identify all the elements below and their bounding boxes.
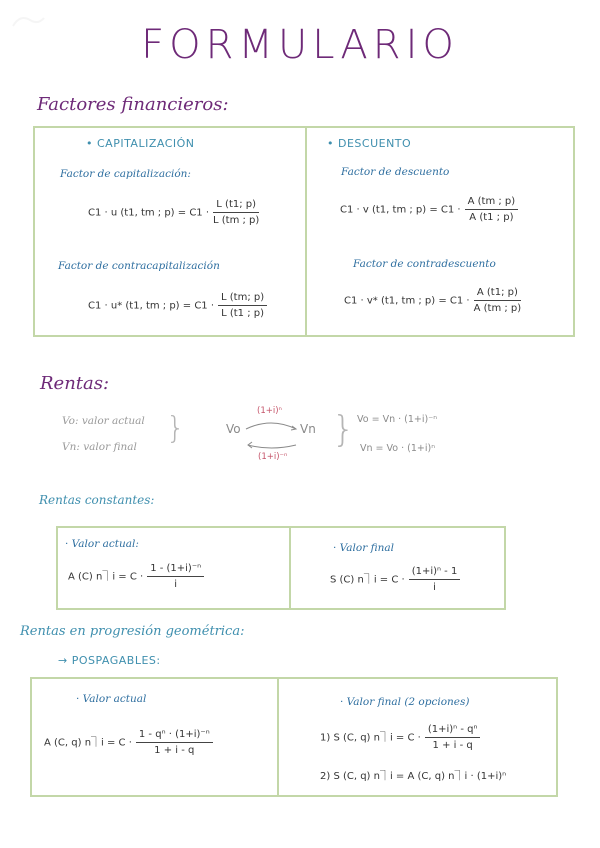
- geometrica-final-label: · Valor final (2 opciones): [340, 696, 470, 708]
- formula-lhs: S (C) n⏋i = C ·: [330, 574, 405, 586]
- geometrica-final-option2: 2) S (C, q) n⏋i = A (C, q) n⏋i · (1+i)ⁿ: [320, 771, 507, 782]
- contracapitalizacion-factor-label: Factor de contracapitalización: [58, 260, 220, 272]
- constantes-final-label: · Valor final: [333, 542, 394, 554]
- constantes-actual-label: · Valor actual:: [65, 538, 139, 550]
- formula-fraction: $\frac{\text{1 - (1+i)⁻ⁿ}}{i}$: [147, 563, 204, 590]
- geometrica-actual-label: · Valor actual: [76, 693, 147, 705]
- constantes-final-formula: [330, 566, 460, 593]
- equations-brace: }: [332, 409, 355, 450]
- formula-lhs: C1 · v (t1, tm ; p) = C1 ·: [340, 204, 461, 216]
- vn-node: Vn: [300, 422, 316, 436]
- descuento-formula: [340, 196, 518, 223]
- formula-lhs: A (C, q) n⏋i = C ·: [44, 737, 132, 749]
- capitalizacion-label: • CAPITALIZACIÓN: [86, 137, 195, 150]
- geometrica-actual-formula: [44, 729, 213, 756]
- constantes-divider: [289, 528, 291, 608]
- vo-definition: Vo: valor actual: [62, 415, 145, 427]
- formula-fraction: $\frac{A (t1; p)}{A (tm ; p)}$: [473, 287, 522, 314]
- factores-divider: [305, 128, 307, 335]
- capitalizacion-formula: [88, 199, 259, 226]
- contradescuento-factor-label: Factor de contradescuento: [353, 258, 496, 270]
- page-title: FORMULARIO: [141, 22, 459, 68]
- formula-fraction: $\frac{\text{1 - qⁿ · (1+i)⁻ⁿ}}{1 + i - q}$: [136, 729, 213, 756]
- descuento-label: • DESCUENTO: [327, 137, 412, 150]
- vn-equation: Vn = Vo · (1+i)ⁿ: [360, 443, 435, 454]
- formula-lhs: A (C) n⏋i = C ·: [68, 571, 144, 583]
- geometrica-final-option1: [320, 724, 480, 751]
- formula-fraction: $\frac{A (tm ; p)}{A (t1 ; p)}$: [465, 196, 519, 223]
- formula-fraction: $\frac{\text{(1+i)ⁿ - 1}}{i}$: [409, 566, 461, 593]
- capitalizacion-factor-label: Factor de capitalización:: [60, 168, 191, 180]
- formula-fraction: $\frac{L (t1; p)}{L (tm ; p)}$: [213, 199, 260, 226]
- pospagables-label: → POSPAGABLES:: [58, 654, 161, 667]
- vo-node: Vo: [226, 422, 241, 436]
- constantes-actual-formula: [68, 563, 204, 590]
- factores-heading: Factores financieros:: [37, 94, 229, 115]
- vo-equation: Vo = Vn · (1+i)⁻ⁿ: [357, 414, 438, 425]
- contracapitalizacion-formula: [88, 292, 267, 319]
- discount-factor-note: (1+i)⁻ⁿ: [258, 452, 288, 462]
- geometrica-divider: [277, 679, 279, 795]
- rentas-heading: Rentas:: [40, 373, 110, 394]
- rentas-geometrica-heading: Rentas en progresión geométrica:: [20, 624, 245, 639]
- vn-definition: Vn: valor final: [62, 441, 137, 453]
- rentas-constantes-heading: Rentas constantes:: [39, 493, 155, 507]
- formula-fraction: $\frac{L (tm; p)}{L (t1 ; p)}$: [218, 292, 267, 319]
- formula-lhs: 1) S (C, q) n⏋i = C ·: [320, 732, 421, 744]
- definitions-brace: }: [166, 411, 186, 446]
- formula-lhs: C1 · u* (t1, tm ; p) = C1 ·: [88, 300, 215, 312]
- formula-lhs: C1 · v* (t1, tm ; p) = C1 ·: [344, 295, 470, 307]
- formula-fraction: $\frac{\text{(1+i)ⁿ - qⁿ}}{1 + i - q}$: [425, 724, 481, 751]
- contradescuento-formula: [344, 287, 521, 314]
- conversion-arrows: [244, 418, 300, 452]
- descuento-factor-label: Factor de descuento: [341, 166, 450, 178]
- capitalization-factor-note: (1+i)ⁿ: [257, 406, 282, 416]
- formula-lhs: C1 · u (t1, tm ; p) = C1 ·: [88, 207, 210, 219]
